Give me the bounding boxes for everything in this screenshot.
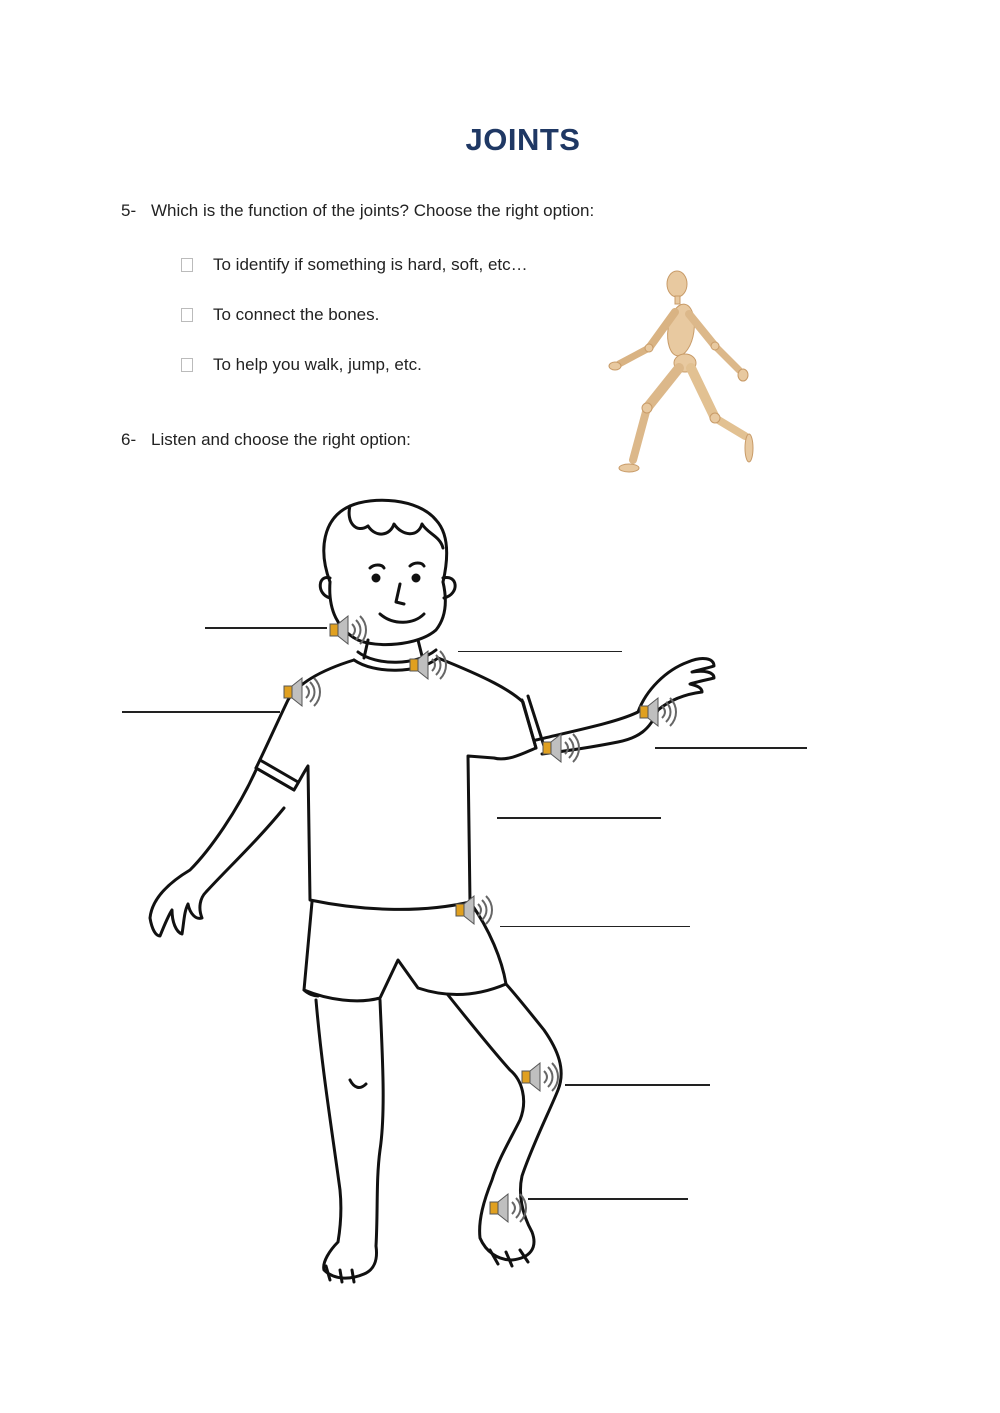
question-text: Which is the function of the joints? Choose the right option: (151, 201, 595, 220)
question-number: 5- (121, 201, 137, 220)
answer-line-ankle[interactable] (528, 1198, 688, 1200)
speaker-icon[interactable] (636, 692, 680, 732)
answer-line-hip[interactable] (500, 926, 690, 927)
speaker-icon[interactable] (486, 1188, 530, 1228)
option-label: To connect the bones. (213, 305, 380, 324)
answer-line-elbow[interactable] (497, 817, 661, 819)
question-5 (121, 201, 594, 221)
question-text: Listen and choose the right option: (151, 430, 411, 449)
answer-line-knee[interactable] (565, 1084, 710, 1086)
option-checkbox[interactable] (181, 308, 193, 322)
option-checkbox[interactable] (181, 258, 193, 272)
speaker-icon[interactable] (326, 610, 370, 650)
option-1[interactable] (181, 255, 528, 275)
answer-line-shoulder[interactable] (122, 711, 280, 713)
speaker-icon[interactable] (518, 1057, 562, 1097)
answer-line-collar[interactable] (458, 651, 622, 652)
speaker-icon[interactable] (280, 672, 324, 712)
option-2[interactable] (181, 305, 379, 325)
speaker-icon[interactable] (452, 890, 496, 930)
answer-line-wrist[interactable] (655, 747, 807, 749)
option-checkbox[interactable] (181, 358, 193, 372)
option-label: To help you walk, jump, etc. (213, 355, 422, 374)
speaker-icon[interactable] (406, 645, 450, 685)
question-number: 6- (121, 430, 137, 449)
page-title: JOINTS (465, 122, 581, 157)
question-6 (121, 430, 411, 450)
wooden-mannequin-icon (605, 268, 755, 478)
option-label: To identify if something is hard, soft, etc… (213, 255, 528, 274)
answer-line-neck[interactable] (205, 627, 327, 629)
speaker-icon[interactable] (539, 728, 583, 768)
option-3[interactable] (181, 355, 422, 375)
